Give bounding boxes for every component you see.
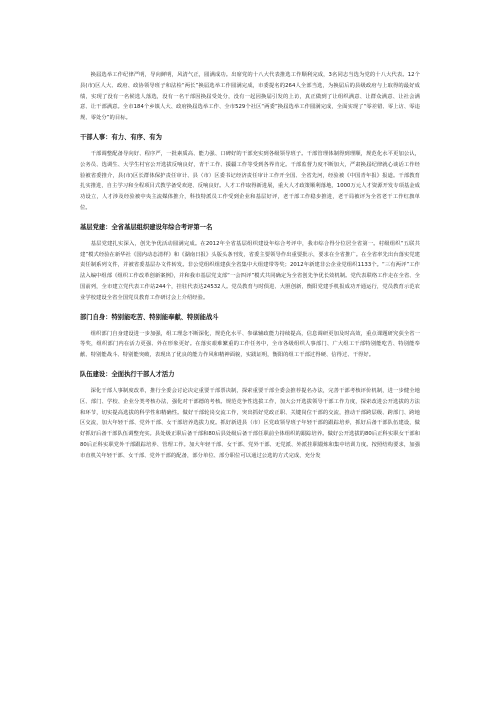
document-body <box>80 70 420 469</box>
section-body-cadre-personnel: 干部调整配备导向好、程序严，一批素质高、能力强、口碑好的干部充实到各级领导班子。干部管理体制得到理顺，规范化水平更加公认，公务员、选调生、大学生村官公开选拔反响良好，青干工作、援疆工作等受到各界肯定。干部监督力度不断加大，严肃换届纪律就心谈话工作经验被省委推介，县(市)区长群体保护责任审计、县（市）区委书记经济责任审计工作开全国、全省先河，经验被《中国青年报》报道。干部教育扎实推进，自主学习和全程项目式教学备受欢迎、反响良好。人才工作取得新进展，重大人才政策顺利落地，1000万元人才资源开发专项基金成功设立，人才涉及经验被中央主流媒体推介，科技特派员工作受到企业和基层好评，老干部工作稳步推进，老干局被评为全省老干工作红旗单位。 <box>80 150 420 211</box>
section-heading-team-building: 队伍建设：全面执行干部人才活力 <box>80 370 175 378</box>
intro-paragraph: 换届选举工作纪律严明，导向鲜明，风清气正，圆满成功。出席党的十八大代表推选工作顺利完成，3名同志当选为党的十八大代表。12个县(市)区人大、政府、政协领导班子和法检“两长”换届选举工作圆满完成，市委提名的264人全部当选，为换届后的县级政府与上取得的最好成绩，实现了没有一名候选人落选，没有一名干部因换届受处分，没有一起因换届引发的上访，真正做到了让组织满意、让群众满意、让社会满意、让干部满意。全市184个乡镇人大、政府换届选举工作、全市529个社区“两委”换届选举工作圆满完成，全面实现了“零差错、零上访、零违规、零处分”的目标。 <box>80 72 420 122</box>
section-heading-department-self: 部门自身：特别能吃苦、特别能奉献、特别能战斗 <box>80 313 219 321</box>
section-heading-cadre-personnel: 干部人事：有力、有序、有为 <box>80 133 162 141</box>
section-heading-grassroots-party-building: 基层党建：全省基层组织建设年综合考评第一名 <box>80 223 213 231</box>
section-body-grassroots-party-building: 基层党建扎实深入，创先争优活动圆满完成。在2012年全省基层组织建设年综合考评中，我市综合得分位居全省第一。村级组织“五联共建”模式经验在新华社《国内动态清样》和《湖南日报》头版头条刊发，省委主要领导作出重要批示，要求在全省推广。在全省率先出台落实党建责任制系列文件，并被省委基层办文件转发。非公党组织组建获全省集中大组建带等奖；2012年新建非公企业党组织1133个。“三有两评”工作法入编中组部《组织工作改革创新案例》，并和我市基层党支部“一会四评”模式共同确定为全省创先争优长效机制。党代表联络工作走在全省、全国前列，全市建立党代表工作站244个，挂驻代表达24532人。党员教育与时俱进、大胆创新，衡阳党建手机报成功开通运行，党员教育示范农业学校建设全省全国党员教育工作研讨会上介绍经验。 <box>80 240 420 301</box>
section-body-team-building: 深化干部人事制度改革，推行全委会讨论决定重要干部票决制，探索重要干部全委会推荐提名办法，完善干部考核评价机制，进一步健全地区、部门、学校、企业分类考核办法，强化对干部德的考核。规范竞争性选拔工作，加大公开选拔领导干部工作力度，探索改进公开选拔的方法和环节，切实提高选拔的科学性和精确性。做好干部轮岗交流工作，突出抓好党政正职、关键岗位干部的交流，推动干部跨层级、跨部门、跨地区交流，加大年轻干部、党外干部、女干部培养选拔力度。抓好新进县（市）区党政领导班子年轻干部的跟踪培养，抓好后备干部队伍建设，做好抓好后备干部队伍调整充实。县处级正职后备干部和80后县处级后备干部任职前全体组织的跟踪培养。做好公开选拔的80后正科实职女干部和80后正科实职党外干部跟踪培养、管理工作。加大年轻干部、女干部、党外干部、无党派、外派挂职锻炼和集中培训力度。按照结构要求，加强市直机关年轻干部、女干部、党外干部的配备，部分单位、部分职位可以通过公选的方式完成，充分发 <box>80 387 420 459</box>
section-body-department-self: 组织部门自身建设进一步加强，组工理念不断深化，规范化水平、参谋辅政能力持续提高，信息调研更加及时高效，重点课题研究获全省一等奖，组织部门内在活力更强、外在形象更好。在落实艰难繁重的工作任务中，全市各级组织人事部门、广大组工干部特别能吃苦、特别能奉献、特别能战斗、特别能突破，表现出了优良的能力作风和精神面貌，实践证明，衡阳的组工干部过得硬、信得过、干得好。 <box>80 330 420 359</box>
